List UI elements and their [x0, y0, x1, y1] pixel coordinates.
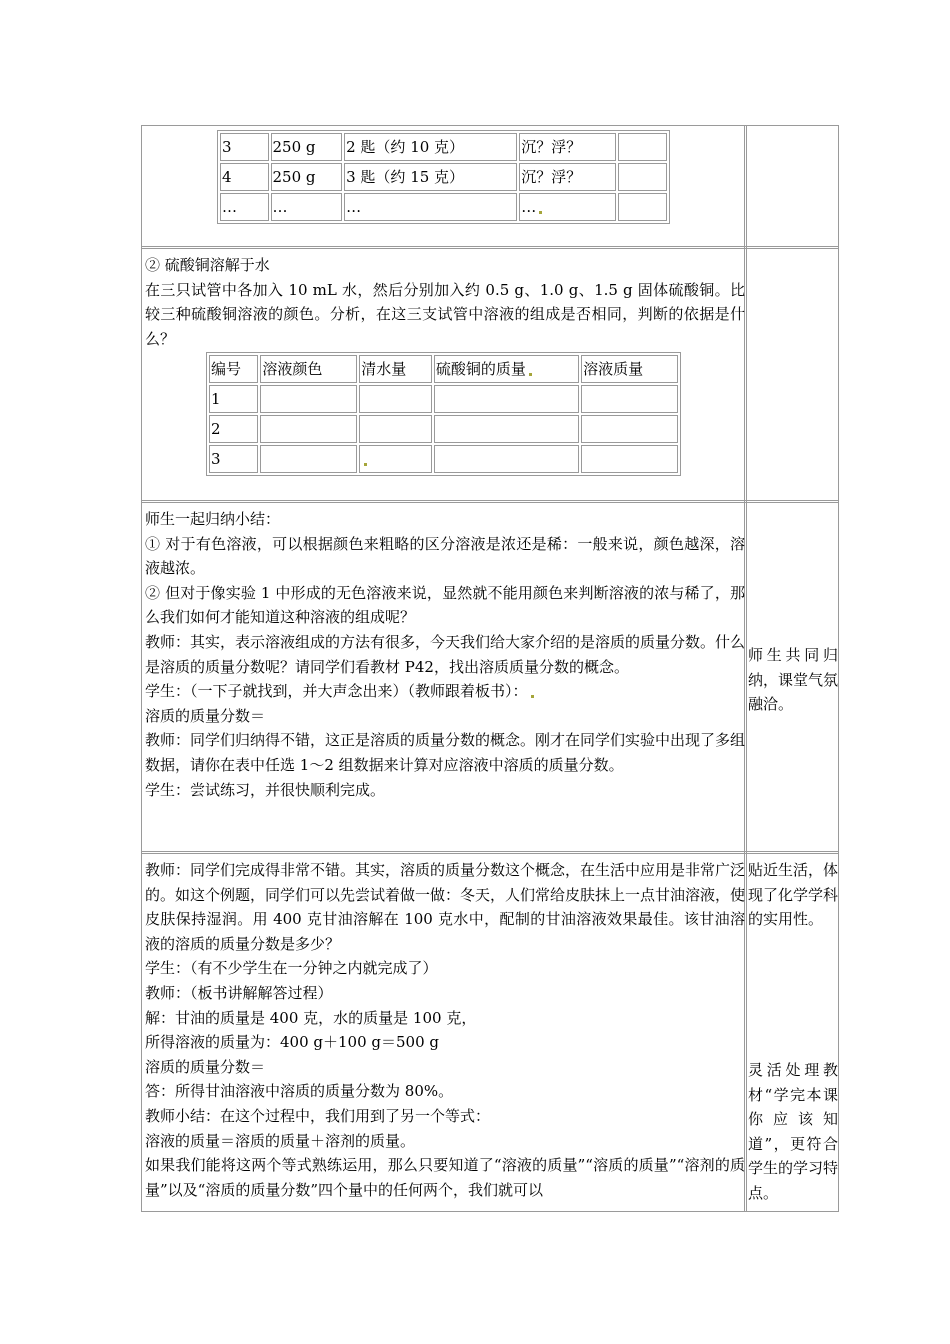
paragraph: 学生：（有不少学生在一分钟之内就完成了）	[145, 959, 438, 978]
paragraph: ② 但对于像实验 1 中形成的无色溶液来说，显然就不能用颜色来判断溶液的浓与稀了，那么我们如何才能知道这种溶液的组成呢？	[145, 583, 745, 627]
table-cell: …	[271, 193, 343, 221]
table-cell	[618, 193, 667, 221]
table-row	[220, 163, 667, 191]
table-cell: 1	[209, 385, 258, 413]
paragraph: 教师：同学们归纳得不错，这正是溶质的质量分数的概念。刚才在同学们实验中出现了多组数据，请你在表中任选 1～2 组数据来计算对应溶液中溶质的质量分数。	[145, 731, 746, 774]
table-cell: 4	[220, 163, 269, 191]
table-row	[209, 445, 678, 473]
table-cell	[581, 385, 678, 413]
row-divider-2	[141, 500, 839, 503]
table-cell	[618, 163, 667, 191]
paragraph: 教师：同学们完成得非常不错。其实，溶质的质量分数这个概念，在生活中应用是非常广泛的。如这个例题，同学们可以先尝试着做一做：冬天，人们常给皮肤抹上一点甘油溶液，使皮肤保持湿润。用 400 克甘油溶解在 100 克水中，配制的甘油溶液效果最佳。该甘油溶液的溶质的质量分数是多少？	[145, 861, 746, 953]
table-row	[209, 385, 678, 413]
paragraph: 如果我们能将这两个等式熟练运用，那么只要知道了“溶液的质量”“溶质的质量”“溶剂的质量”以及“溶质的质量分数”四个量中的任何两个，我们就可以	[145, 1156, 745, 1199]
paragraph: 教师：（板书讲解解答过程）	[145, 983, 333, 1002]
column-header: 清水量	[359, 355, 432, 383]
section-summary	[145, 507, 745, 802]
table-row	[209, 415, 678, 443]
table-cell	[581, 445, 678, 473]
formula-line: 溶质的质量分数＝	[145, 1057, 266, 1076]
paragraph: 学生：尝试练习，并很快顺利完成。	[145, 780, 386, 799]
paragraph: 所得溶液的质量为：400 g＋100 g＝500 g	[145, 1033, 440, 1052]
table-cell	[359, 445, 432, 473]
paragraph: 在三只试管中各加入 10 mL 水，然后分别加入约 0.5 g、1.0 g、1.5 g 固体硫酸铜。比较三种硫酸铜溶液的颜色。分析，在这三支试管中溶液的组成是否相同，判断的依据是什么？	[145, 280, 745, 348]
side-note-practical: 贴近生活，体现了化学学科的实用性。	[748, 861, 839, 929]
column-header: 溶液颜色	[260, 355, 357, 383]
column-header: 溶液质量	[581, 355, 678, 383]
table-cell: …	[519, 193, 615, 221]
table-cell: 2	[209, 415, 258, 443]
table-cell: …	[344, 193, 517, 221]
table-cell: …	[220, 193, 269, 221]
table-cell	[581, 415, 678, 443]
table-row	[220, 193, 667, 221]
table-header-row	[209, 355, 678, 383]
table-cell	[260, 385, 357, 413]
row-divider-3	[141, 851, 839, 854]
section-example	[145, 858, 745, 1202]
experiment-table-1	[217, 130, 670, 224]
side-note-flexible: 灵活处理教材“学完本课你应该知道”，更符合学生的学习特点。	[748, 1061, 839, 1202]
side-note-summary: 师生共同归纳，课堂气氛融洽。	[748, 646, 839, 714]
formula-line: 溶质的质量分数＝	[145, 706, 266, 725]
paragraph: 答：所得甘油溶液中溶质的质量分数为 80%。	[145, 1082, 454, 1101]
table-cell: 3	[220, 133, 269, 161]
table-cell: 250 g	[271, 163, 343, 191]
table-cell	[618, 133, 667, 161]
table-cell	[260, 445, 357, 473]
table-cell	[359, 385, 432, 413]
column-header: 硫酸铜的质量	[434, 355, 579, 383]
column-header: 编号	[209, 355, 258, 383]
paragraph: ① 对于有色溶液，可以根据颜色来粗略的区分溶液是浓还是稀：一般来说，颜色越深，溶液越浓。	[145, 534, 745, 578]
paragraph: 教师：其实，表示溶液组成的方法有很多，今天我们给大家介绍的是溶质的质量分数。什么是溶质的质量分数呢？请同学们看教材 P42，找出溶质质量分数的概念。	[145, 632, 746, 676]
table-cell	[434, 385, 579, 413]
paragraph: 解：甘油的质量是 400 克，水的质量是 100 克，	[145, 1008, 477, 1027]
paragraph: 学生：（一下子就找到，并大声念出来）（教师跟着板书）：	[145, 679, 745, 704]
table-cell: 3	[209, 445, 258, 473]
table-cell	[434, 445, 579, 473]
section-title: ② 硫酸铜溶解于水	[145, 256, 270, 274]
table-row	[220, 133, 667, 161]
paragraph: 师生一起归纳小结：	[145, 510, 281, 528]
table-cell	[260, 415, 357, 443]
table-cell: 沉？浮？	[519, 133, 615, 161]
table-cell: 3 匙（约 15 克）	[344, 163, 517, 191]
table-cell: 沉？浮？	[519, 163, 615, 191]
copper-sulfate-table	[206, 352, 681, 476]
section-copper-sulfate	[145, 253, 745, 351]
table-cell: 2 匙（约 10 克）	[344, 133, 517, 161]
table-cell: 250 g	[271, 133, 343, 161]
row-divider-1	[141, 246, 839, 249]
paragraph: 教师小结：在这个过程中，我们用到了另一个等式：	[145, 1106, 491, 1125]
table-cell	[434, 415, 579, 443]
table-cell	[359, 415, 432, 443]
paragraph: 溶液的质量＝溶质的质量＋溶剂的质量。	[145, 1131, 416, 1150]
